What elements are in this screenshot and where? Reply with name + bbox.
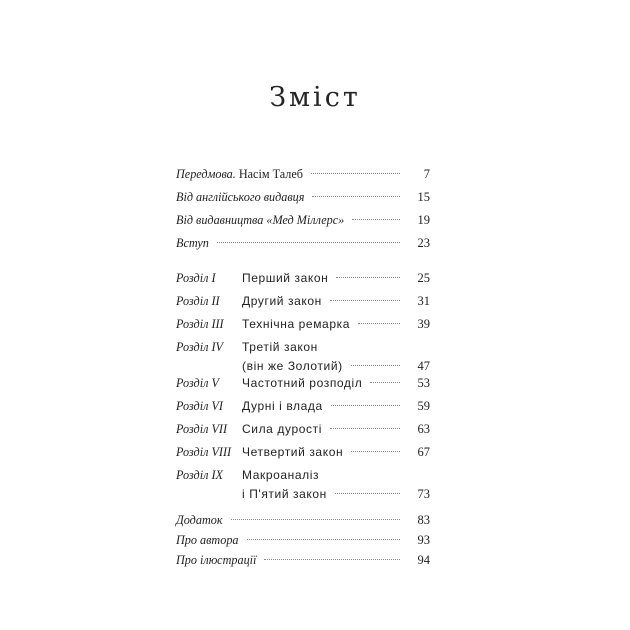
toc-entry-chapter-8[interactable] — [176, 445, 430, 468]
entry-label: Від видавництва «Мед Міллерс» — [176, 213, 345, 227]
toc-entry-foreword[interactable] — [176, 167, 430, 190]
page-number: 15 — [417, 190, 430, 204]
chapter-title: Технічна ремарка — [242, 317, 350, 331]
dot-leader — [358, 323, 400, 324]
entry-label: Додаток — [176, 513, 223, 527]
toc-entry-chapter-5[interactable] — [176, 376, 430, 399]
dot-leader — [247, 539, 400, 540]
toc-entry-intro[interactable] — [176, 236, 430, 259]
page-number: 31 — [417, 294, 430, 308]
chapter-number: Розділ II — [176, 294, 220, 308]
dot-leader — [312, 196, 400, 197]
dot-leader — [264, 559, 400, 560]
page-number: 73 — [417, 487, 430, 501]
chapter-title-continued: (він же Золотий) — [242, 359, 343, 373]
page-number: 63 — [417, 422, 430, 436]
dot-leader — [330, 428, 400, 429]
chapter-title: Другий закон — [242, 294, 322, 308]
chapter-number: Розділ VI — [176, 399, 223, 413]
toc-entry-chapter-2[interactable] — [176, 294, 430, 317]
page-number: 25 — [417, 271, 430, 285]
entry-label: Передмова. Насім Талеб — [176, 167, 303, 181]
toc-entry-english-publisher[interactable] — [176, 190, 430, 213]
chapter-title: Перший закон — [242, 271, 329, 285]
page-number: 7 — [423, 167, 430, 181]
page-number: 94 — [417, 553, 430, 567]
page-number: 83 — [417, 513, 430, 527]
entry-label: Про ілюстрації — [176, 553, 257, 567]
dot-leader — [370, 382, 400, 383]
page-number: 53 — [417, 376, 430, 390]
page-number: 19 — [417, 213, 430, 227]
chapter-title: Четвертий закон — [242, 445, 344, 459]
toc-entry-appendix[interactable] — [176, 513, 430, 533]
chapter-number: Розділ IX — [176, 468, 223, 482]
dot-leader — [231, 519, 400, 520]
dot-leader — [351, 365, 400, 366]
chapter-number: Розділ III — [176, 317, 224, 331]
toc-entry-chapter-6[interactable] — [176, 399, 430, 422]
dot-leader — [352, 219, 400, 220]
chapter-number: Розділ I — [176, 271, 216, 285]
page-number: 59 — [417, 399, 430, 413]
chapter-number: Розділ VII — [176, 422, 228, 436]
page-number: 67 — [417, 445, 430, 459]
toc-entry-publisher[interactable] — [176, 213, 430, 236]
toc-entry-chapter-9[interactable] — [176, 468, 430, 510]
toc-entry-chapter-3[interactable] — [176, 317, 430, 340]
dot-leader — [335, 493, 400, 494]
page-number: 93 — [417, 533, 430, 547]
dot-leader — [351, 451, 400, 452]
dot-leader — [311, 173, 400, 174]
toc-entry-about-author[interactable] — [176, 533, 430, 553]
toc-entry-about-illustrations[interactable] — [176, 553, 430, 573]
entry-label: Вступ — [176, 236, 209, 250]
chapter-title: Третій закон — [242, 340, 318, 354]
chapter-number: Розділ VIII — [176, 445, 232, 459]
page-number: 47 — [417, 359, 430, 373]
toc-entry-chapter-7[interactable] — [176, 422, 430, 445]
chapter-title-continued: і П'ятий закон — [242, 487, 327, 501]
page-number: 39 — [417, 317, 430, 331]
chapter-title: Сила дурості — [242, 422, 322, 436]
page-title: Зміст — [269, 82, 361, 113]
dot-leader — [330, 300, 400, 301]
chapter-title: Дурні і влада — [242, 399, 323, 413]
page-number: 23 — [417, 236, 430, 250]
chapter-title: Макроаналіз — [242, 468, 320, 482]
chapter-number: Розділ IV — [176, 340, 223, 354]
dot-leader — [331, 405, 400, 406]
chapter-number: Розділ V — [176, 376, 219, 390]
dot-leader — [336, 277, 400, 278]
toc-entry-chapter-1[interactable] — [176, 271, 430, 294]
chapter-title: Частотний розподіл — [242, 376, 363, 390]
dot-leader — [217, 242, 400, 243]
entry-label: Від англійського видавця — [176, 190, 305, 204]
entry-label: Про автора — [176, 533, 239, 547]
